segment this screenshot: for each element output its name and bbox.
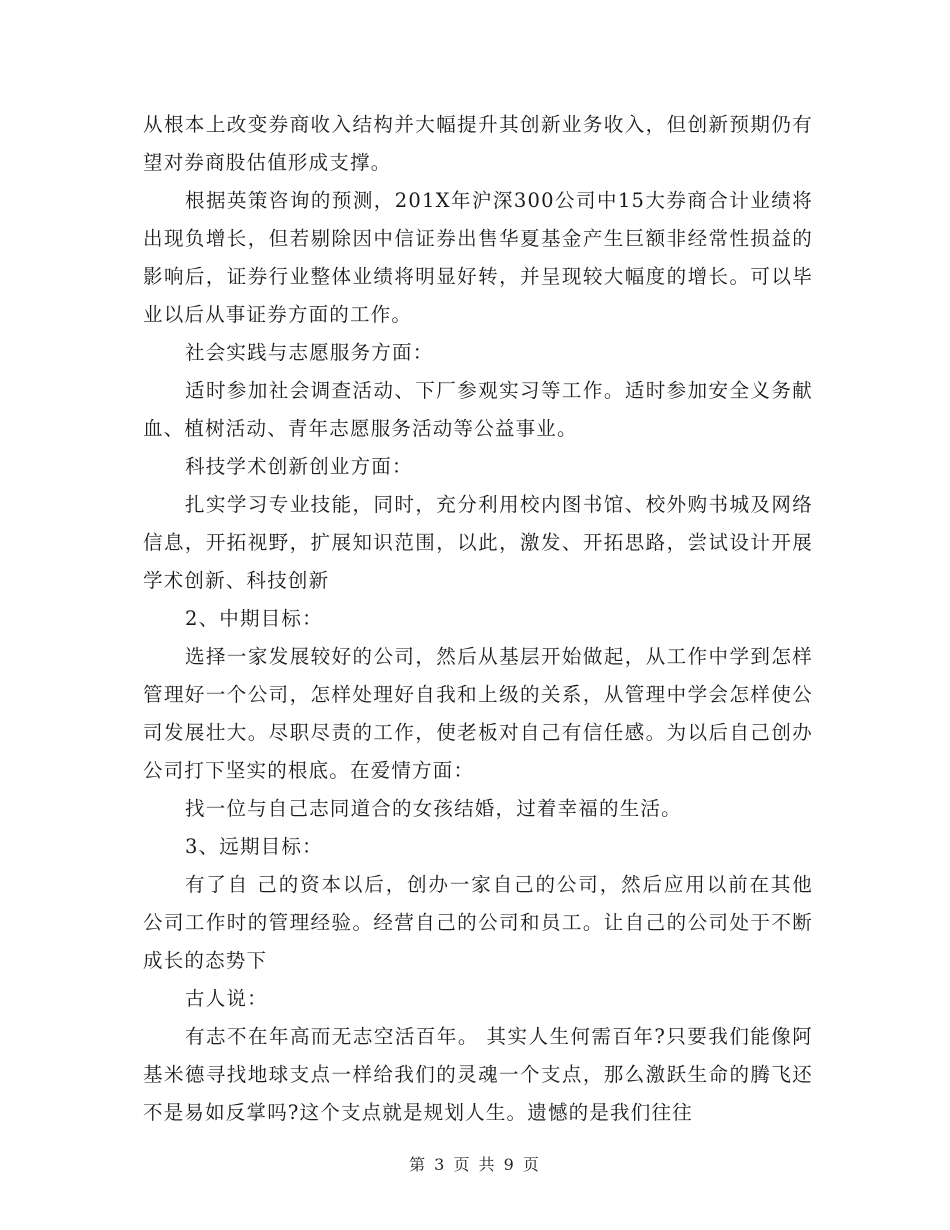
paragraph: 适时参加社会调查活动、下厂参观实习等工作。适时参加安全义务献血、植树活动、青年志愿服务活动等公益事业。 (143, 379, 813, 440)
section-heading: 社会实践与志愿服务方面： (185, 341, 434, 364)
page-footer: 第 3 页 共 9 页 (409, 1155, 541, 1174)
section-heading: 3、远期目标： (185, 835, 323, 858)
document-body (143, 106, 813, 1132)
section-heading: 2、中期目标： (185, 607, 323, 630)
paragraph: 古人说： (185, 987, 268, 1010)
paragraph: 选择一家发展较好的公司，然后从基层开始做起，从工作中学到怎样管理好一个公司，怎样处理好自我和上级的关系，从管理中学会怎样使公司发展壮大。尽职尽责的工作，使老板对自己有信任感。为以后自己创办公司打下坚实的根底。在爱情方面： (143, 645, 813, 782)
paragraph: 扎实学习专业技能，同时，充分利用校内图书馆、校外购书城及网络信息，开拓视野，扩展知识范围，以此，激发、开拓思路，尝试设计开展学术创新、科技创新 (143, 493, 813, 592)
paragraph: 找一位与自己志同道合的女孩结婚，过着幸福的生活。 (185, 797, 682, 820)
section-heading: 科技学术创新创业方面： (185, 455, 413, 478)
paragraph: 有了自 己的资本以后，创办一家自己的公司，然后应用以前在其他公司工作时的管理经验。经营自己的公司和员工。让自己的公司处于不断成长的态势下 (143, 873, 813, 972)
paragraph: 根据英策咨询的预测，201X年沪深300公司中15大券商合计业绩将出现负增长，但若剔除因中信证券出售华夏基金产生巨额非经常性损益的影响后，证券行业整体业绩将明显好转，并呈现较大幅度的增长。可以毕业以后从事证券方面的工作。 (143, 189, 813, 326)
paragraph: 有志不在年高而无志空活百年。 其实人生何需百年?只要我们能像阿基米德寻找地球支点一样给我们的灵魂一个支点，那么激跃生命的腾飞还不是易如反掌吗?这个支点就是规划人生。遗憾的是我们往往 (143, 1025, 813, 1124)
paragraph: 从根本上改变券商收入结构并大幅提升其创新业务收入，但创新预期仍有望对券商股估值形成支撑。 (143, 113, 813, 174)
